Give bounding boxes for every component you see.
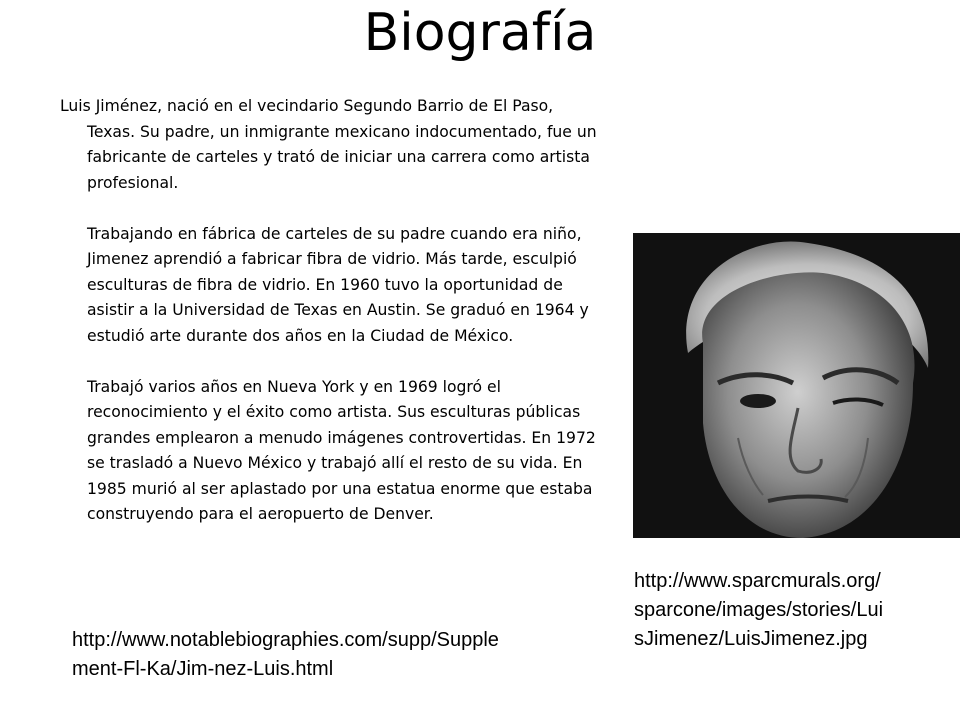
slide-title: Biografía xyxy=(363,3,597,63)
biography-paragraph-3: Trabajó varios años en Nueva York y en 1969 logró el reconocimiento y el éxito como artista. Sus esculturas públicas grandes emplearon a menudo imágenes controvertidas. En 1972 se trasladó a Nuevo México y trabajó allí el resto de su vida. En 1985 murió al ser aplastado por una estatua enorme que estaba construyendo para el aeropuerto de Denver. xyxy=(87,377,596,523)
portrait-photo xyxy=(633,233,960,538)
biography-text xyxy=(60,94,605,553)
portrait-illustration xyxy=(633,233,960,538)
image-source-url: http://www.sparcmurals.org/sparcone/images/stories/LuisJimenez/LuisJimenez.jpg xyxy=(634,570,884,650)
biography-paragraph-1: Luis Jiménez, nació en el vecindario Segundo Barrio de El Paso, Texas. Su padre, un inmigrante mexicano indocumentado, fue un fabricante de carteles y trató de iniciar una carrera como artista profesional. xyxy=(60,97,597,192)
biography-paragraph-2: Trabajando en fábrica de carteles de su padre cuando era niño, Jimenez aprendió a fabricar fibra de vidrio. Más tarde, esculpió esculturas de fibra de vidrio. En 1960 tuvo la oportunidad de asistir a la Universidad de Texas en Austin. Se graduó en 1964 y estudió arte durante dos años en la Ciudad de México. xyxy=(87,224,589,345)
biography-source-url: http://www.notablebiographies.com/supp/Supplement-Fl-Ka/Jim-nez-Luis.html xyxy=(72,629,499,680)
